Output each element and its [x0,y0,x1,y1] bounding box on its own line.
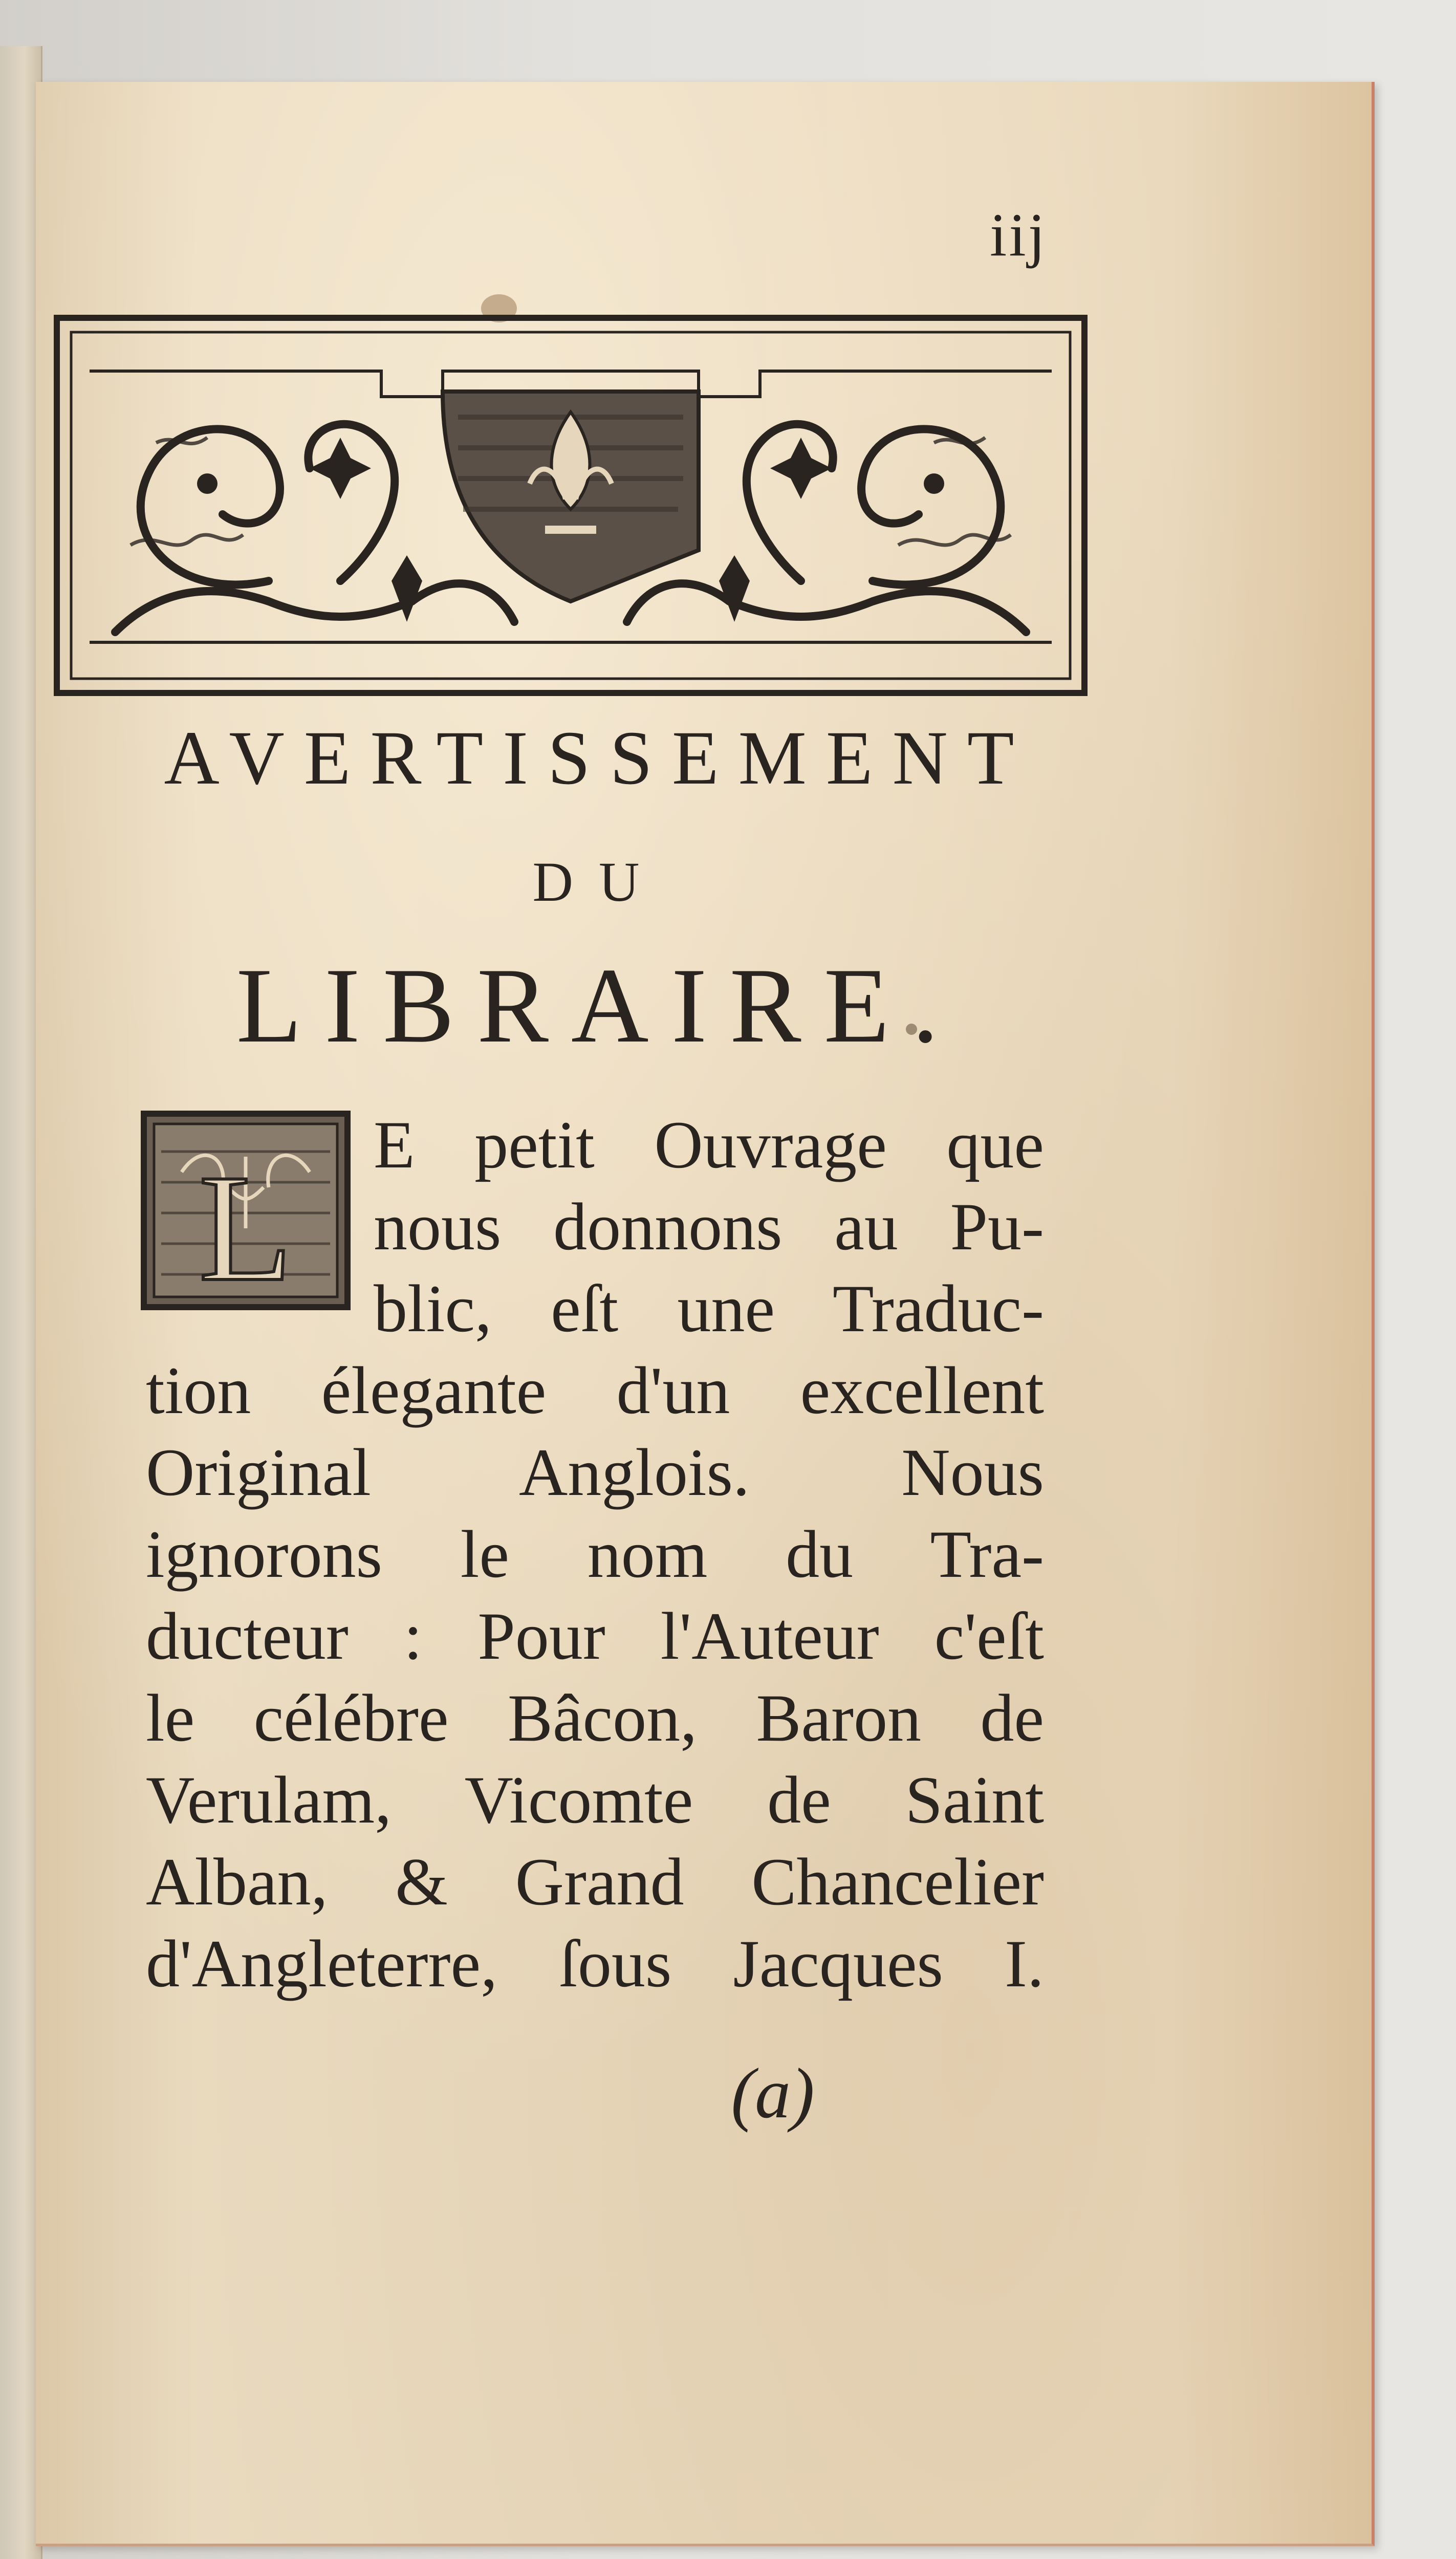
body-line-4: tion élegante d'un excellent [146,1353,1044,1428]
body-line-1: E petit Ouvrage que [374,1107,1044,1182]
folio-number: iij [989,201,1048,269]
body-line-3: blic, eſt une Traduc- [374,1271,1044,1346]
body-line-7: ducteur : Pour l'Auteur c'eſt [146,1598,1044,1674]
drop-cap-letter: L [199,1143,293,1310]
ornamental-drop-cap-icon [141,1111,351,1310]
ornamental-headpiece-icon [54,315,1088,696]
body-line-9: Verulam, Vicomte de Saint [146,1762,1044,1837]
body-line-10: Alban, & Grand Chancelier [146,1844,1044,1919]
body-line-8: le célébre Bâcon, Baron de [146,1680,1044,1755]
body-line-5: Original Anglois. Nous [146,1435,1044,1510]
title-du: DU [532,851,665,913]
title-avertissement: AVERTISSEMENT [164,715,1034,800]
body-line-11: d'Angleterre, ſous Jacques I. [146,1926,1044,2001]
body-line-2: nous donnons au Pu- [374,1189,1044,1264]
title-libraire: LIBRAIRE. [236,946,962,1065]
body-line-6: ignorons le nom du Tra- [146,1516,1044,1592]
signature-mark: (a) [731,2054,815,2133]
